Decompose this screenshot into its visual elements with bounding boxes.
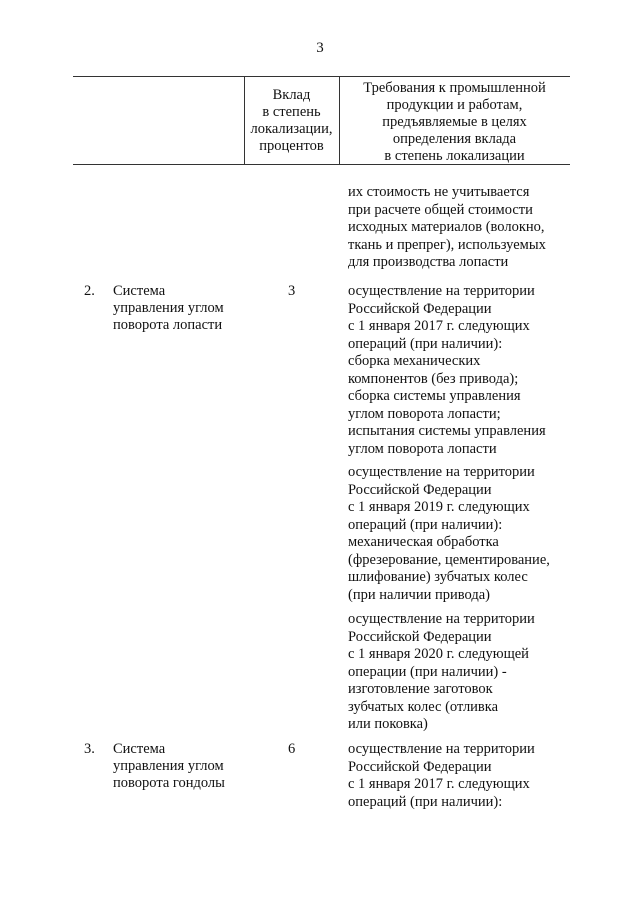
row-name: Система управления углом поворота гондолы [113,741,225,791]
header-contribution: Вклад в степень локализации, процентов [250,87,333,154]
row-number: 3. [84,741,95,757]
row-number: 2. [84,283,95,299]
row-contribution-value: 6 [288,741,296,757]
requirement-block: осуществление на территории Российской Федерации с 1 января 2019 г. следующих операций (при наличии): механическая обработка (фрезерование, цементирование, шлифование) зубчатых колес (при наличии привода) [348,464,550,603]
continuation-text: их стоимость не учитывается при расчете общей стоимости исходных материалов (волокно, ткань и препрег), используемых для производства лопасти [348,184,546,270]
table-header [73,76,570,165]
requirement-block: осуществление на территории Российской Федерации с 1 января 2017 г. следующих операций (при наличии): сборка механических компонентов (без привода); сборка системы управления углом поворота лопасти; испытания системы управления углом поворота лопасти [348,283,546,457]
row-contribution-value: 3 [288,283,296,299]
page-number: 3 [316,40,324,56]
requirement-block: осуществление на территории Российской Федерации с 1 января 2017 г. следующих операций (при наличии): [348,741,535,810]
requirement-block: осуществление на территории Российской Федерации с 1 января 2020 г. следующей операции (при наличии) - изготовление заготовок зубчатых колес (отливка или поковка) [348,611,535,732]
header-requirements: Требования к промышленной продукции и работам, предъявляемые в целях определения вклада в степень локализации [363,80,546,164]
row-name: Система управления углом поворота лопасти [113,283,224,333]
